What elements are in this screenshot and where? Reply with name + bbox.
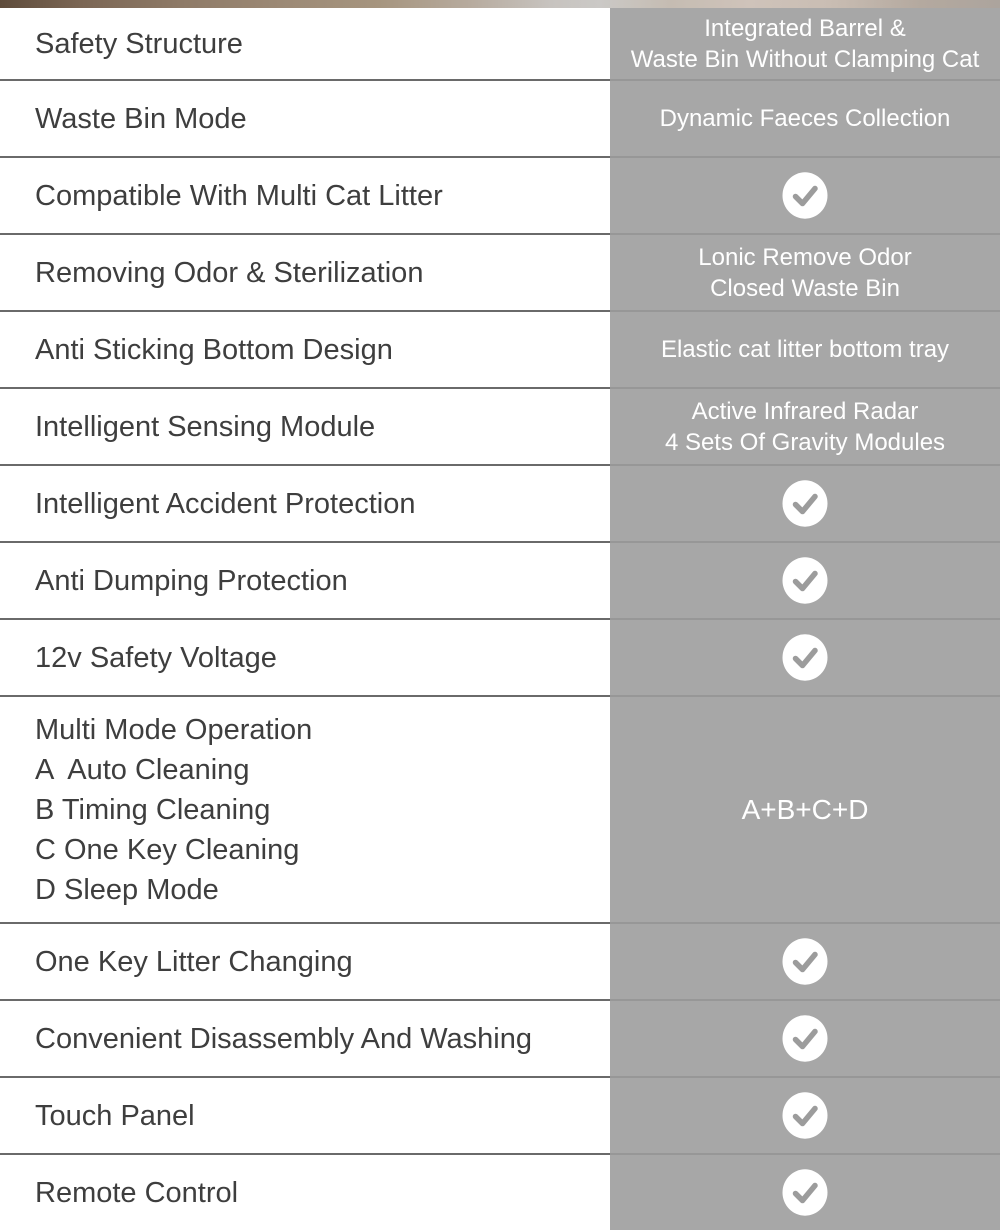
value-text: Closed Waste Bin (710, 274, 900, 302)
value-text: Dynamic Faeces Collection (659, 105, 951, 132)
feature-label: Safety Structure (35, 27, 243, 60)
check-icon (782, 1015, 828, 1062)
feature-label: B Timing Cleaning (35, 793, 271, 826)
feature-label: Intelligent Accident Protection (35, 487, 416, 520)
feature-cell (0, 618, 610, 695)
feature-cell (0, 922, 610, 999)
value-text: Integrated Barrel & (704, 14, 906, 42)
value-cell (610, 922, 1000, 999)
check-icon (782, 557, 828, 604)
table-row (0, 79, 1000, 156)
table-row (0, 464, 1000, 541)
value-cell (610, 999, 1000, 1076)
feature-label: Removing Odor & Sterilization (35, 256, 424, 289)
table-row (0, 233, 1000, 310)
feature-cell (0, 79, 610, 156)
value-cell (610, 387, 1000, 464)
value-text: Waste Bin Without Clamping Cat (630, 45, 980, 73)
value-text: Lonic Remove Odor (698, 243, 912, 271)
table-row (0, 922, 1000, 999)
feature-label: Anti Dumping Protection (35, 564, 348, 597)
feature-cell (0, 310, 610, 387)
table-row (0, 310, 1000, 387)
feature-label: Intelligent Sensing Module (35, 410, 376, 443)
feature-label: Compatible With Multi Cat Litter (35, 179, 443, 212)
value-cell (610, 1153, 1000, 1230)
feature-label: Remote Control (35, 1176, 239, 1209)
feature-label: A Auto Cleaning (35, 753, 250, 786)
table-row (0, 618, 1000, 695)
feature-cell (0, 156, 610, 233)
value-cell (610, 618, 1000, 695)
feature-label: D Sleep Mode (35, 873, 219, 906)
table-row (0, 387, 1000, 464)
value-text: 4 Sets Of Gravity Modules (664, 428, 946, 456)
feature-cell (0, 233, 610, 310)
photo-edge-strip (0, 0, 1000, 8)
feature-cell (0, 541, 610, 618)
value-cell (610, 79, 1000, 156)
value-text: A+B+C+D (741, 794, 869, 825)
check-icon (782, 634, 828, 681)
value-cell (610, 695, 1000, 922)
table-row (0, 999, 1000, 1076)
feature-label: Anti Sticking Bottom Design (35, 333, 393, 366)
spec-table (0, 8, 1000, 1230)
value-cell (610, 156, 1000, 233)
feature-cell (0, 8, 610, 79)
table-row (0, 1153, 1000, 1230)
check-icon (782, 1092, 828, 1139)
table-row (0, 695, 1000, 922)
feature-label: C One Key Cleaning (35, 833, 300, 866)
feature-cell (0, 1076, 610, 1153)
table-row (0, 541, 1000, 618)
feature-label: One Key Litter Changing (35, 945, 353, 978)
value-cell (610, 310, 1000, 387)
feature-cell (0, 387, 610, 464)
feature-cell (0, 1153, 610, 1230)
value-cell (610, 1076, 1000, 1153)
check-icon (782, 480, 828, 527)
value-cell (610, 541, 1000, 618)
feature-label: 12v Safety Voltage (35, 641, 277, 674)
feature-cell (0, 695, 610, 922)
table-row (0, 1076, 1000, 1153)
value-text: Active Infrared Radar (691, 397, 919, 425)
feature-label: Touch Panel (35, 1099, 195, 1132)
value-cell (610, 233, 1000, 310)
value-text: Elastic cat litter bottom tray (660, 336, 950, 363)
table-row (0, 156, 1000, 233)
feature-label: Convenient Disassembly And Washing (35, 1022, 533, 1055)
value-cell (610, 464, 1000, 541)
feature-label: Multi Mode Operation (35, 713, 313, 746)
feature-cell (0, 999, 610, 1076)
feature-cell (0, 464, 610, 541)
table-row (0, 8, 1000, 79)
check-icon (782, 1169, 828, 1216)
value-cell (610, 8, 1000, 79)
feature-label: Waste Bin Mode (35, 102, 247, 135)
check-icon (782, 938, 828, 985)
check-icon (782, 172, 828, 219)
